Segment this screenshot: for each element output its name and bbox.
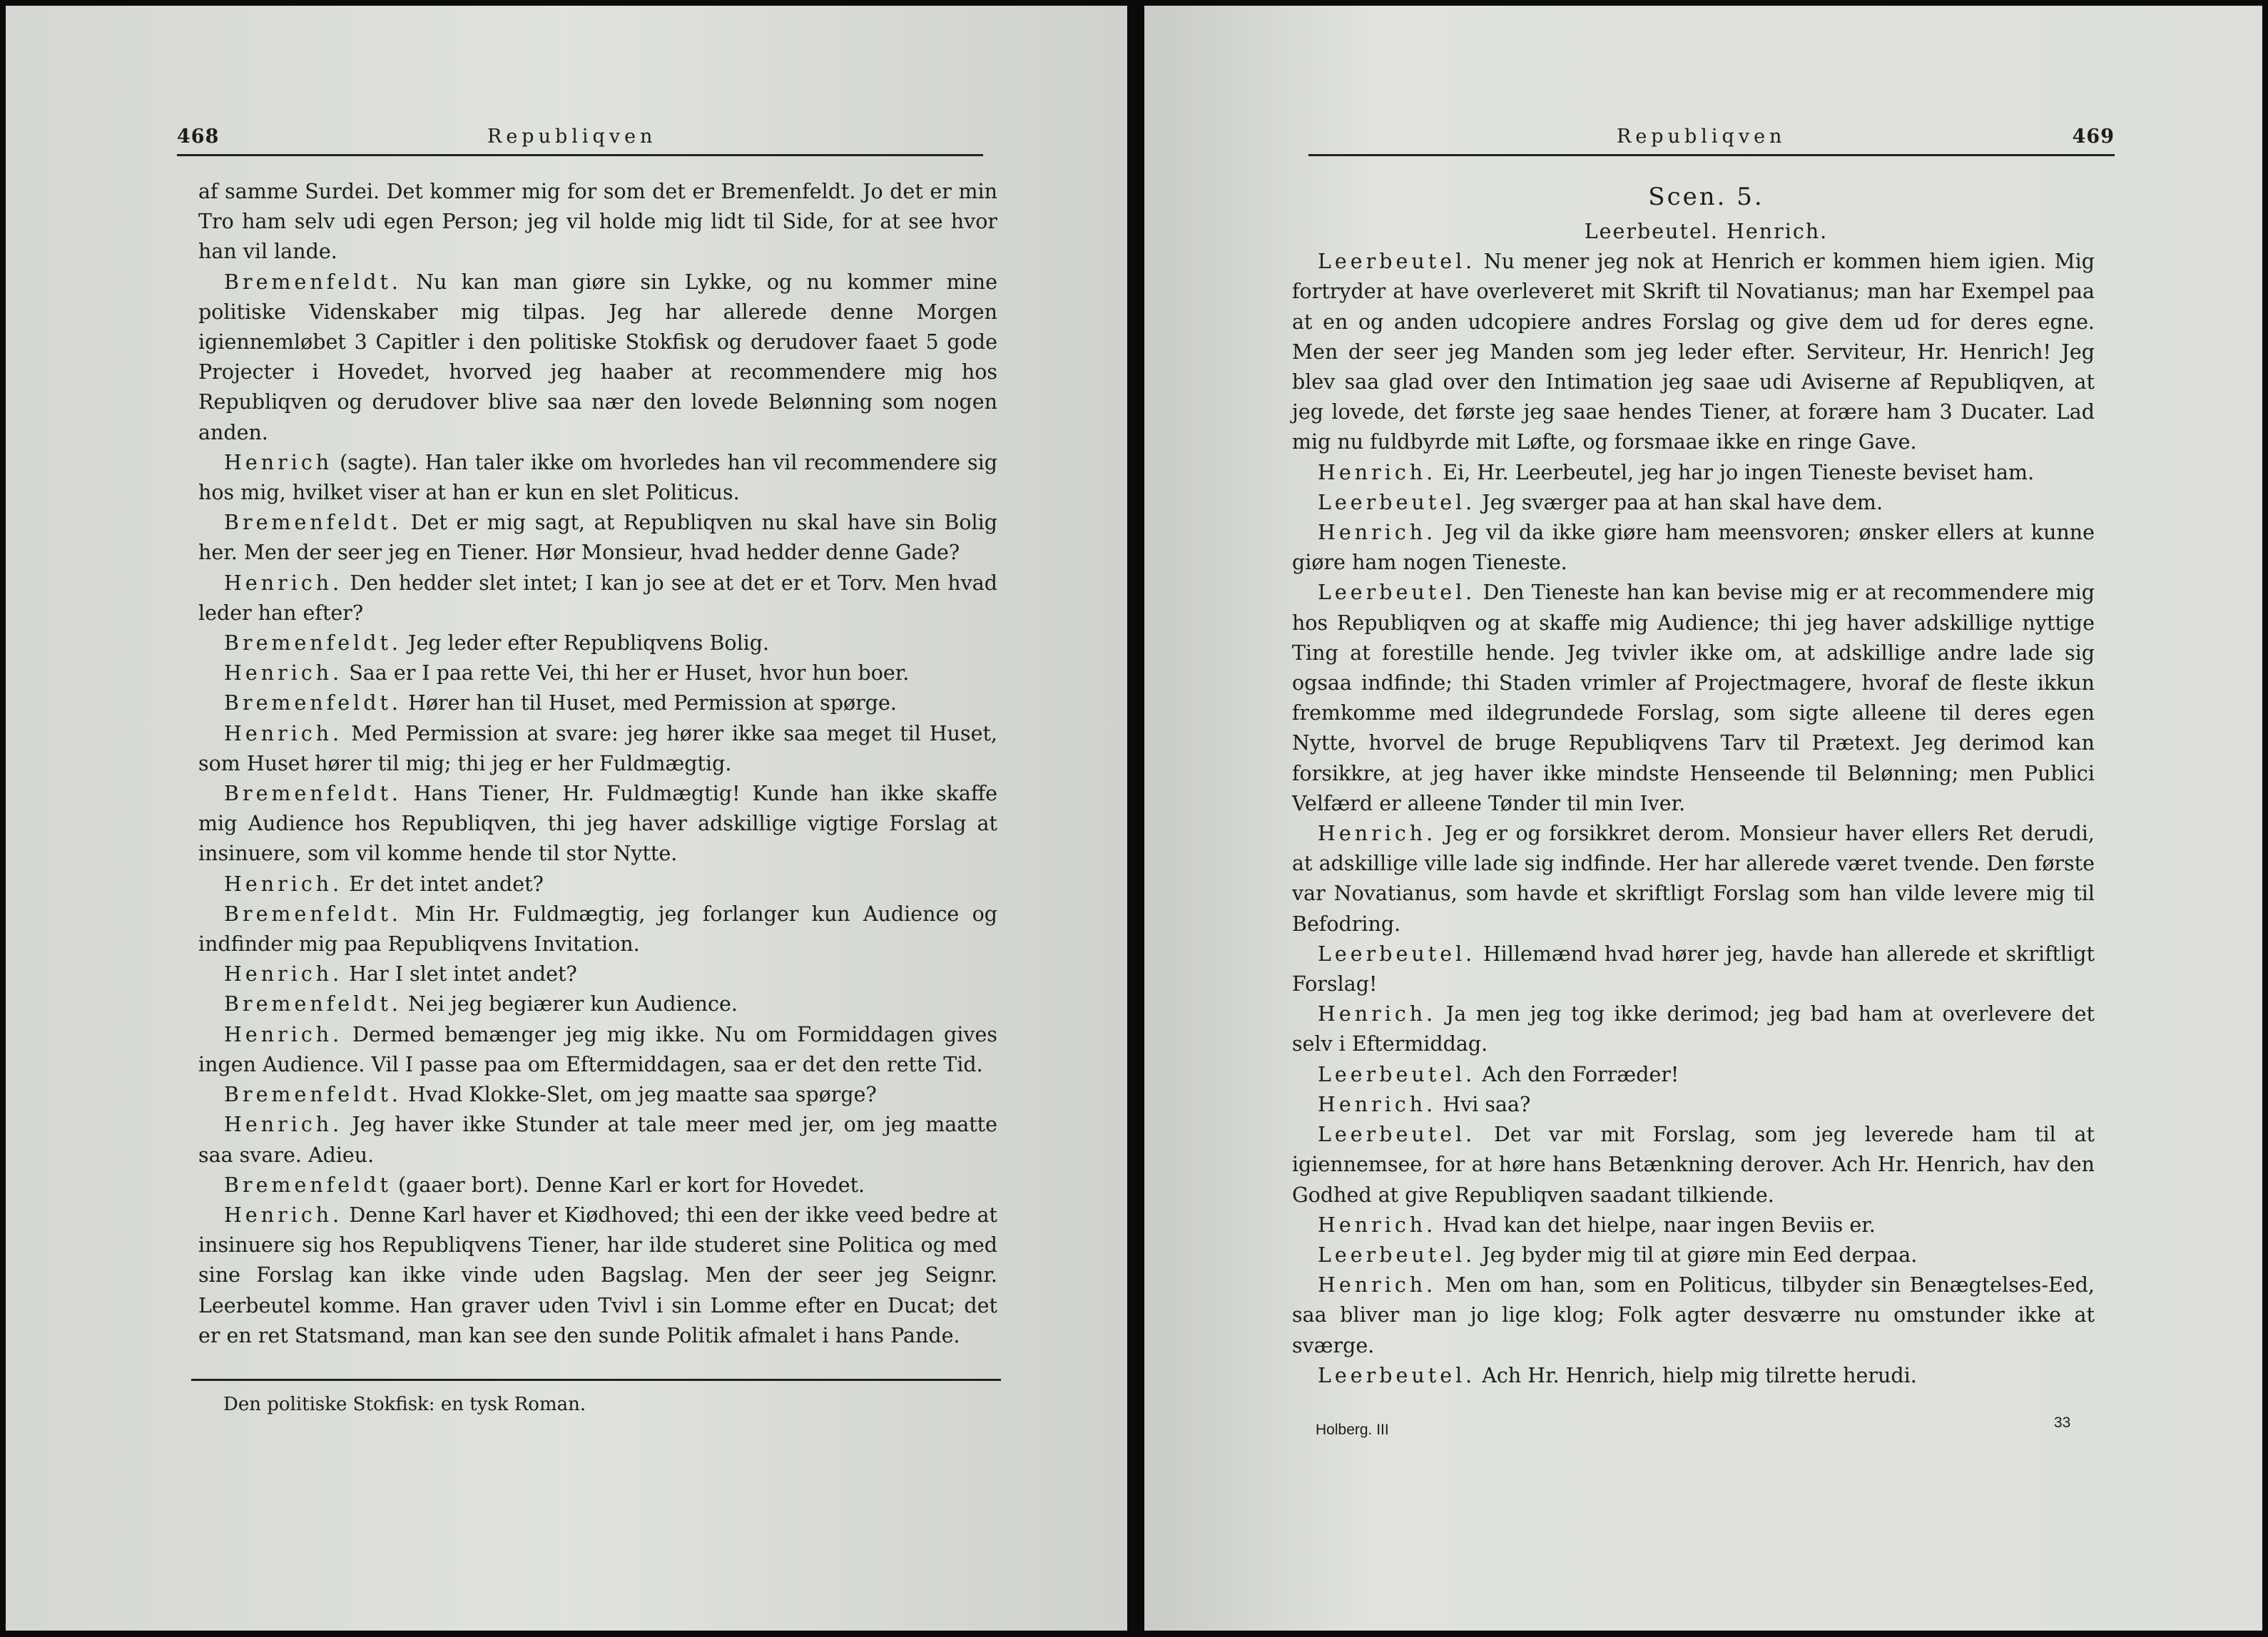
speaker-name: Henrich. <box>1318 822 1437 846</box>
speech-text: Min Hr. Fuldmægtig, jeg forlanger kun Audience og indfinder mig paa Republiqvens Invitation. <box>198 902 997 957</box>
speech-text: Nu mener jeg nok at Henrich er kommen hiem igien. Mig fortryder at have overleveret mit Skrift til Novatianus; man har Exempel paa at en og anden udcopiere andres Forslag og give dem ud for deres egne. Men der seer jeg Manden som jeg leder efter. Serviteur, Hr. Henrich! Jeg blev saa glad over den Intimation jeg saae udi Aviserne af Republiqven, at jeg lovede, det første jeg saae hendes Tiener, at forære ham 3 Ducater. Lad mig nu fuldbyrde mit Løfte, og forsmaae ikke en ringe Gave. <box>1292 250 2095 454</box>
speech-text: Hvad kan det hielpe, naar ingen Beviis er. <box>1436 1213 1876 1237</box>
left-page <box>6 6 1127 1631</box>
speaker-name: Bremenfeldt. <box>224 511 402 535</box>
paragraph <box>198 267 997 448</box>
paragraph <box>198 1110 997 1170</box>
speaker-name: Bremenfeldt. <box>224 691 402 715</box>
speech-text: Jeg sværger paa at han skal have dem. <box>1475 490 1883 514</box>
footnote: Den politiske Stokfisk: en tysk Roman. <box>223 1394 586 1415</box>
speaker-name: Leerbeutel. <box>1318 581 1476 605</box>
speech-text: Men om han, som en Politicus, tilbyder sin Benægtelses-Eed, saa bliver man jo lige klog; Folk agter desværre nu omstunder ikke at sværge. <box>1292 1273 2095 1357</box>
paragraph <box>198 658 997 688</box>
speech-text: Hillemænd hvad hører jeg, havde han allerede et skriftligt Forslag! <box>1292 942 2095 996</box>
paragraph <box>198 870 997 899</box>
speaker-name: Bremenfeldt. <box>224 992 402 1016</box>
paragraph <box>1292 1240 2095 1270</box>
speech-text: Ach Hr. Henrich, hielp mig tilrette herudi. <box>1475 1363 1917 1387</box>
speech-text: Jeg haver ikke Stunder at tale meer med jer, om jeg maatte saa svare. Adieu. <box>198 1113 997 1167</box>
paragraph <box>1292 458 2095 488</box>
speech-text: Ach den Forræder! <box>1475 1062 1679 1086</box>
scene-persons: Leerbeutel. Henrich. <box>1584 220 1829 243</box>
running-header <box>1308 126 2115 156</box>
footnote-rule <box>191 1379 1001 1381</box>
speech-text: Saa er I paa rette Vei, thi her er Huset, hvor hun boer. <box>342 661 910 685</box>
paragraph <box>1292 578 2095 819</box>
speech-text: Nei jeg begiærer kun Audience. <box>401 992 738 1016</box>
paragraph <box>198 779 997 870</box>
speaker-name: Henrich. <box>224 1022 343 1046</box>
paragraph <box>1292 518 2095 578</box>
page-number: 469 <box>2072 126 2115 148</box>
paragraph <box>1292 999 2095 1059</box>
speech-text: Er det intet andet? <box>342 872 544 896</box>
paragraph <box>1292 1210 2095 1240</box>
paragraph <box>198 568 997 628</box>
body-text <box>198 177 997 1351</box>
speech-text: Ei, Hr. Leerbeutel, jeg har jo ingen Tieneste beviset ham. <box>1436 460 2035 484</box>
right-page <box>1144 6 2262 1631</box>
signature-number: 33 <box>2054 1414 2071 1431</box>
speech-text: Jeg leder efter Republiqvens Bolig. <box>401 631 770 656</box>
speech-text: Jeg er og forsikkret derom. Monsieur haver ellers Ret derudi, at adskillige ville lade sig indfinde. Her har allerede været tvende. Den første var Novatianus, som havde et skriftligt Forslag som han vilde levere mig til Befodring. <box>1292 822 2095 936</box>
paragraph <box>198 1200 997 1351</box>
paragraph <box>1292 939 2095 999</box>
paragraph <box>1292 1090 2095 1120</box>
paragraph <box>198 899 997 959</box>
speech-text: Det er mig sagt, at Republiqven nu skal have sin Bolig her. Men der seer jeg en Tiener. Hør Monsieur, hvad hedder denne Gade? <box>198 511 997 565</box>
paragraph <box>198 1171 997 1200</box>
speaker-name: Henrich. <box>1318 521 1437 545</box>
speech-text: Nu kan man giøre sin Lykke, og nu kommer mine politiske Videnskaber mig tilpas. Jeg har allerede denne Morgen igiennemløbet 3 Capitler i den politiske Stokfisk og derudover faaet 5 gode Projecter i Hovedet, hvorved jeg haaber at recommendere mig hos Republiqven og derudover blive saa nær den lovede Belønning som nogen anden. <box>198 270 997 444</box>
signature-mark: Holberg. III <box>1316 1422 1389 1438</box>
speech-text: Hans Tiener, Hr. Fuldmægtig! Kunde han ikke skaffe mig Audience hos Republiqven, thi jeg haver adskillige vigtige Forslag at insinuere, som vil komme hende til stor Nytte. <box>198 782 997 866</box>
running-title: Republiqven <box>487 126 657 148</box>
speaker-name: Leerbeutel. <box>1318 1123 1476 1147</box>
scene-heading: Scen. 5. <box>1648 183 1764 211</box>
speech-text: Hvad Klokke-Slet, om jeg maatte saa spørge? <box>401 1083 877 1107</box>
paragraph <box>198 1020 997 1080</box>
speaker-name: Leerbeutel. <box>1318 1062 1476 1086</box>
speaker-name: Henrich. <box>1318 460 1437 484</box>
body-text <box>1292 177 2095 1391</box>
paragraph <box>198 1080 997 1110</box>
speaker-name: Henrich. <box>1318 1002 1437 1026</box>
speech-text: Den Tieneste han kan bevise mig er at recommendere mig hos Republiqven og at skaffe mig Audience; thi jeg haver adskillige nyttige Ting at forestille hende. Jeg tvivler ikke om, at adskillige andre lade sig ogsaa indfinde; thi Staden vrimler af Projectmagere, hvoraf de fleste ikkun fremkomme med ildegrundede Forslag, som sigte alleene til deres egen Nytte, hvorvel de bruge Republiqvens Tarv til Prætext. Jeg derimod kan forsikkre, at jeg haver ikke mindste Henseende til Belønning; men Publici Velfærd er alleene Tønder til min Iver. <box>1292 581 2095 815</box>
speaker-name: Henrich. <box>224 1203 343 1227</box>
speaker-name: Henrich. <box>224 721 343 745</box>
speech-text: Dermed bemænger jeg mig ikke. Nu om Formiddagen gives ingen Audience. Vil I passe paa om Eftermiddagen, saa er det den rette Tid. <box>198 1022 997 1076</box>
paragraph <box>198 448 997 508</box>
speech-text: Den hedder slet intet; I kan jo see at det er et Torv. Men hvad leder han efter? <box>198 571 997 625</box>
speaker-name: Bremenfeldt. <box>224 902 402 926</box>
paragraph <box>1292 247 2095 457</box>
running-header <box>177 126 983 156</box>
paragraph <box>198 628 997 658</box>
paragraph <box>1292 1060 2095 1090</box>
speaker-name: Henrich. <box>1318 1273 1437 1297</box>
speaker-name: Bremenfeldt <box>224 1173 392 1197</box>
speaker-name: Bremenfeldt. <box>224 782 402 806</box>
speech-text: Denne Karl haver et Kiødhoved; thi een der ikke veed bedre at insinuere sig hos Republiqvens Tiener, har ilde studeret sine Politica og med sine Forslag kan ikke vinde uden Bagslag. Men der seer jeg Seignr. Leerbeutel komme. Han graver uden Tvivl i sin Lomme efter en Ducat; det er en ret Statsmand, man kan see den sunde Politik afmalet i hans Pande. <box>198 1203 997 1347</box>
speaker-name: Henrich. <box>1318 1092 1437 1116</box>
speaker-name: Leerbeutel. <box>1318 250 1476 274</box>
speaker-name: Bremenfeldt. <box>224 1083 402 1107</box>
paragraph <box>1292 1270 2095 1361</box>
speaker-name: Henrich. <box>224 1113 343 1137</box>
paragraph <box>1292 1361 2095 1391</box>
speaker-name: Leerbeutel. <box>1318 942 1476 966</box>
speech-text: (gaaer bort). Denne Karl er kort for Hovedet. <box>391 1173 865 1197</box>
paragraph <box>198 989 997 1019</box>
speech-text: af samme Surdei. Det kommer mig for som det er Bremenfeldt. Jo det er min Tro ham selv udi egen Person; jeg vil holde mig lidt til Side, for at see hvor han vil lande. <box>198 180 997 264</box>
speaker-name: Henrich. <box>224 571 343 595</box>
speaker-name: Leerbeutel. <box>1318 1243 1476 1267</box>
speaker-name: Henrich <box>224 450 333 474</box>
speech-text: Det var mit Forslag, som jeg leverede ham til at igiennemsee, for at høre hans Betænkning derover. Ach Hr. Henrich, hav den Godhed at give Republiqven saadant tilkiende. <box>1292 1123 2095 1207</box>
speech-text: Hvi saa? <box>1436 1092 1531 1116</box>
paragraph <box>1292 488 2095 518</box>
speaker-name: Leerbeutel. <box>1318 490 1476 514</box>
paragraph <box>198 177 997 267</box>
paragraph <box>1292 819 2095 939</box>
speech-text: (sagte). Han taler ikke om hvorledes han vil recommendere sig hos mig, hvilket viser at han er kun en slet Politicus. <box>198 450 997 505</box>
speech-text: Med Permission at svare: jeg hører ikke saa meget til Huset, som Huset hører til mig; thi jeg er her Fuldmægtig. <box>198 721 997 775</box>
speaker-name: Henrich. <box>1318 1213 1437 1237</box>
paragraph <box>198 688 997 718</box>
speech-text: Jeg vil da ikke giøre ham meensvoren; ønsker ellers at kunne giøre ham nogen Tieneste. <box>1292 521 2095 575</box>
speech-text: Har I slet intet andet? <box>342 962 577 986</box>
paragraph <box>1292 1120 2095 1210</box>
speaker-name: Bremenfeldt. <box>224 631 402 656</box>
paragraph <box>198 959 997 989</box>
speaker-name: Henrich. <box>224 872 343 896</box>
speaker-name: Bremenfeldt. <box>224 270 402 294</box>
speech-text: Hører han til Huset, med Permission at spørge. <box>401 691 897 715</box>
speech-text: Ja men jeg tog ikke derimod; jeg bad ham at overlevere det selv i Eftermiddag. <box>1292 1002 2095 1056</box>
paragraph <box>198 719 997 779</box>
page-number: 468 <box>177 126 220 148</box>
speaker-name: Leerbeutel. <box>1318 1363 1476 1387</box>
running-title: Republiqven <box>1617 126 1786 148</box>
speaker-name: Henrich. <box>224 962 343 986</box>
speech-text: Jeg byder mig til at giøre min Eed derpaa. <box>1475 1243 1918 1267</box>
paragraph <box>198 508 997 568</box>
speaker-name: Henrich. <box>224 661 343 685</box>
